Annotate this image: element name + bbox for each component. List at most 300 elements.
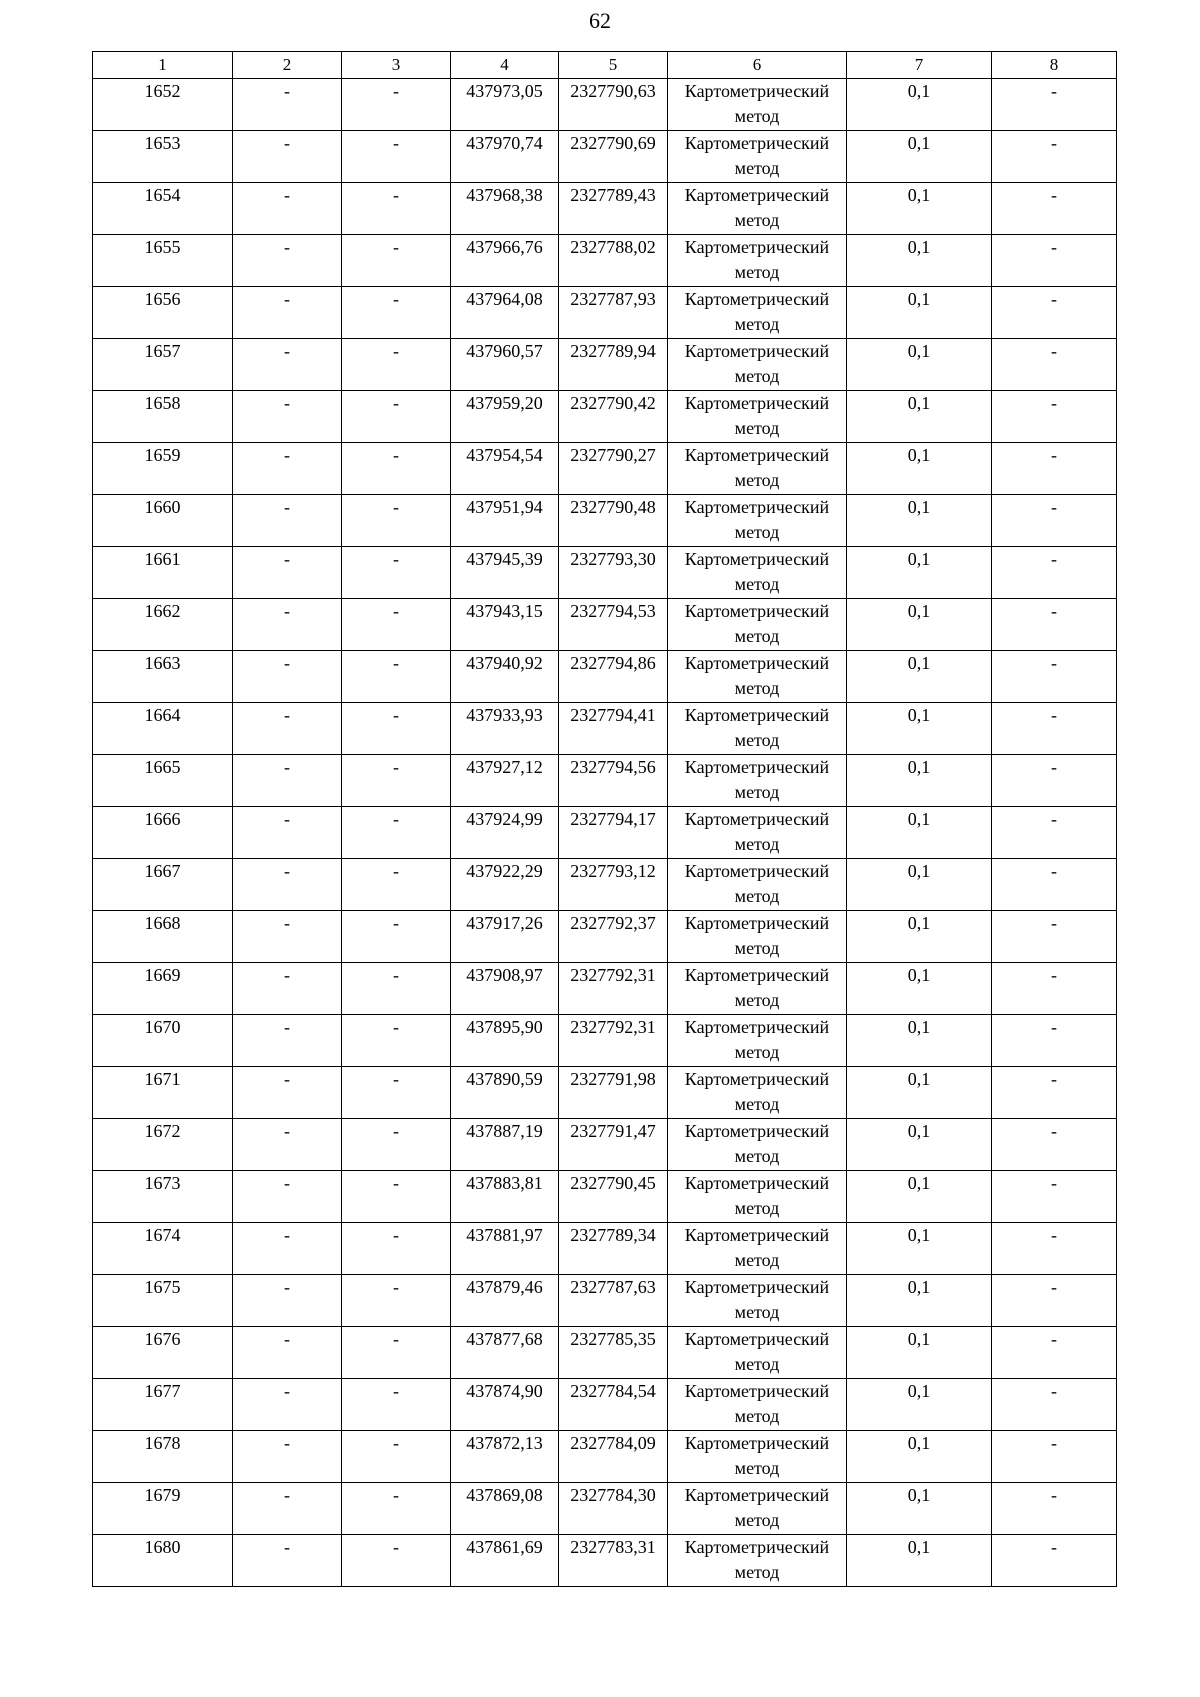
table-row xyxy=(93,807,1117,859)
method-text-line-2: метод xyxy=(734,730,780,750)
coordinates-table xyxy=(92,51,1117,1587)
column-8-cell: - xyxy=(992,651,1117,703)
column-8-cell: - xyxy=(992,1379,1117,1431)
method-text-line-1: Картометрический xyxy=(684,81,830,101)
accuracy-cell: 0,1 xyxy=(847,911,992,963)
column-2-cell: - xyxy=(233,1275,342,1327)
method-text-line-1: Картометрический xyxy=(684,601,830,621)
column-8-cell: - xyxy=(992,287,1117,339)
table-row xyxy=(93,443,1117,495)
point-number-cell: 1670 xyxy=(93,1015,233,1067)
x-coordinate-cell: 437887,19 xyxy=(451,1119,559,1171)
method-text-line-1: Картометрический xyxy=(684,809,830,829)
method-cell xyxy=(668,1327,847,1379)
x-coordinate-cell: 437943,15 xyxy=(451,599,559,651)
method-cell xyxy=(668,1431,847,1483)
accuracy-cell: 0,1 xyxy=(847,651,992,703)
column-2-cell: - xyxy=(233,651,342,703)
point-number-cell: 1656 xyxy=(93,287,233,339)
method-text-line-1: Картометрический xyxy=(684,1225,830,1245)
table-header-row xyxy=(93,52,1117,79)
point-number-cell: 1673 xyxy=(93,1171,233,1223)
y-coordinate-cell: 2327784,54 xyxy=(559,1379,668,1431)
accuracy-cell: 0,1 xyxy=(847,547,992,599)
y-coordinate-cell: 2327790,48 xyxy=(559,495,668,547)
method-text-line-2: метод xyxy=(734,1458,780,1478)
y-coordinate-cell: 2327789,34 xyxy=(559,1223,668,1275)
accuracy-cell: 0,1 xyxy=(847,1171,992,1223)
method-text-line-2: метод xyxy=(734,522,780,542)
table-row xyxy=(93,1067,1117,1119)
column-2-cell: - xyxy=(233,339,342,391)
point-number-cell: 1679 xyxy=(93,1483,233,1535)
accuracy-cell: 0,1 xyxy=(847,287,992,339)
table-row xyxy=(93,651,1117,703)
column-8-cell: - xyxy=(992,807,1117,859)
column-3-cell: - xyxy=(342,131,451,183)
x-coordinate-cell: 437869,08 xyxy=(451,1483,559,1535)
y-coordinate-cell: 2327784,09 xyxy=(559,1431,668,1483)
point-number-cell: 1661 xyxy=(93,547,233,599)
column-3-cell: - xyxy=(342,183,451,235)
column-3-cell: - xyxy=(342,79,451,131)
x-coordinate-cell: 437945,39 xyxy=(451,547,559,599)
column-3-cell: - xyxy=(342,651,451,703)
column-3-cell: - xyxy=(342,1483,451,1535)
y-coordinate-cell: 2327790,42 xyxy=(559,391,668,443)
point-number-cell: 1657 xyxy=(93,339,233,391)
column-2-cell: - xyxy=(233,235,342,287)
table-row xyxy=(93,1223,1117,1275)
point-number-cell: 1671 xyxy=(93,1067,233,1119)
method-text-line-1: Картометрический xyxy=(684,1069,830,1089)
method-cell xyxy=(668,495,847,547)
method-text-line-2: метод xyxy=(734,1406,780,1426)
method-text-line-1: Картометрический xyxy=(684,705,830,725)
accuracy-cell: 0,1 xyxy=(847,599,992,651)
table-row xyxy=(93,859,1117,911)
column-3-cell: - xyxy=(342,1275,451,1327)
column-8-cell: - xyxy=(992,1535,1117,1587)
column-header: 7 xyxy=(847,52,992,79)
method-text-line-2: метод xyxy=(734,626,780,646)
column-8-cell: - xyxy=(992,495,1117,547)
column-8-cell: - xyxy=(992,547,1117,599)
point-number-cell: 1677 xyxy=(93,1379,233,1431)
column-header: 3 xyxy=(342,52,451,79)
method-text-line-1: Картометрический xyxy=(684,133,830,153)
point-number-cell: 1675 xyxy=(93,1275,233,1327)
method-cell xyxy=(668,547,847,599)
x-coordinate-cell: 437964,08 xyxy=(451,287,559,339)
column-header: 6 xyxy=(668,52,847,79)
method-text-line-1: Картометрический xyxy=(684,497,830,517)
y-coordinate-cell: 2327794,56 xyxy=(559,755,668,807)
method-text-line-1: Картометрический xyxy=(684,393,830,413)
column-2-cell: - xyxy=(233,547,342,599)
method-cell xyxy=(668,1015,847,1067)
x-coordinate-cell: 437881,97 xyxy=(451,1223,559,1275)
method-text-line-1: Картометрический xyxy=(684,1537,830,1557)
column-3-cell: - xyxy=(342,1171,451,1223)
accuracy-cell: 0,1 xyxy=(847,1223,992,1275)
point-number-cell: 1654 xyxy=(93,183,233,235)
column-3-cell: - xyxy=(342,235,451,287)
column-3-cell: - xyxy=(342,547,451,599)
column-3-cell: - xyxy=(342,287,451,339)
method-text-line-1: Картометрический xyxy=(684,1121,830,1141)
x-coordinate-cell: 437895,90 xyxy=(451,1015,559,1067)
column-2-cell: - xyxy=(233,443,342,495)
column-8-cell: - xyxy=(992,703,1117,755)
y-coordinate-cell: 2327792,31 xyxy=(559,1015,668,1067)
method-text-line-2: метод xyxy=(734,1302,780,1322)
accuracy-cell: 0,1 xyxy=(847,1535,992,1587)
column-8-cell: - xyxy=(992,859,1117,911)
column-8-cell: - xyxy=(992,1483,1117,1535)
column-2-cell: - xyxy=(233,599,342,651)
column-2-cell: - xyxy=(233,859,342,911)
point-number-cell: 1674 xyxy=(93,1223,233,1275)
column-3-cell: - xyxy=(342,1327,451,1379)
method-text-line-2: метод xyxy=(734,470,780,490)
x-coordinate-cell: 437973,05 xyxy=(451,79,559,131)
x-coordinate-cell: 437970,74 xyxy=(451,131,559,183)
column-header: 8 xyxy=(992,52,1117,79)
table-row xyxy=(93,755,1117,807)
method-text-line-2: метод xyxy=(734,1250,780,1270)
column-3-cell: - xyxy=(342,599,451,651)
method-text-line-2: метод xyxy=(734,1510,780,1530)
column-3-cell: - xyxy=(342,859,451,911)
column-8-cell: - xyxy=(992,1431,1117,1483)
method-cell xyxy=(668,339,847,391)
column-3-cell: - xyxy=(342,755,451,807)
column-8-cell: - xyxy=(992,443,1117,495)
point-number-cell: 1658 xyxy=(93,391,233,443)
column-8-cell: - xyxy=(992,963,1117,1015)
table-row xyxy=(93,547,1117,599)
column-3-cell: - xyxy=(342,963,451,1015)
method-text-line-1: Картометрический xyxy=(684,913,830,933)
y-coordinate-cell: 2327789,94 xyxy=(559,339,668,391)
column-2-cell: - xyxy=(233,1379,342,1431)
x-coordinate-cell: 437879,46 xyxy=(451,1275,559,1327)
table-row xyxy=(93,183,1117,235)
method-text-line-2: метод xyxy=(734,938,780,958)
table-row xyxy=(93,391,1117,443)
y-coordinate-cell: 2327785,35 xyxy=(559,1327,668,1379)
point-number-cell: 1666 xyxy=(93,807,233,859)
column-2-cell: - xyxy=(233,1483,342,1535)
column-8-cell: - xyxy=(992,599,1117,651)
column-3-cell: - xyxy=(342,807,451,859)
method-cell xyxy=(668,235,847,287)
x-coordinate-cell: 437954,54 xyxy=(451,443,559,495)
table-row xyxy=(93,1379,1117,1431)
column-3-cell: - xyxy=(342,495,451,547)
column-2-cell: - xyxy=(233,79,342,131)
method-text-line-2: метод xyxy=(734,678,780,698)
method-text-line-1: Картометрический xyxy=(684,965,830,985)
method-text-line-2: метод xyxy=(734,1146,780,1166)
accuracy-cell: 0,1 xyxy=(847,1275,992,1327)
method-text-line-2: метод xyxy=(734,106,780,126)
table-row xyxy=(93,1171,1117,1223)
column-8-cell: - xyxy=(992,1119,1117,1171)
method-cell xyxy=(668,1067,847,1119)
method-cell xyxy=(668,1483,847,1535)
point-number-cell: 1668 xyxy=(93,911,233,963)
method-cell xyxy=(668,1119,847,1171)
y-coordinate-cell: 2327790,69 xyxy=(559,131,668,183)
point-number-cell: 1676 xyxy=(93,1327,233,1379)
accuracy-cell: 0,1 xyxy=(847,1015,992,1067)
method-text-line-2: метод xyxy=(734,782,780,802)
column-8-cell: - xyxy=(992,1223,1117,1275)
method-text-line-1: Картометрический xyxy=(684,1017,830,1037)
point-number-cell: 1660 xyxy=(93,495,233,547)
table-row xyxy=(93,287,1117,339)
column-3-cell: - xyxy=(342,1015,451,1067)
accuracy-cell: 0,1 xyxy=(847,79,992,131)
page-number: 62 xyxy=(589,8,611,33)
x-coordinate-cell: 437908,97 xyxy=(451,963,559,1015)
column-8-cell: - xyxy=(992,1327,1117,1379)
table-row xyxy=(93,131,1117,183)
y-coordinate-cell: 2327791,98 xyxy=(559,1067,668,1119)
column-8-cell: - xyxy=(992,911,1117,963)
method-text-line-1: Картометрический xyxy=(684,341,830,361)
column-2-cell: - xyxy=(233,1327,342,1379)
column-8-cell: - xyxy=(992,1275,1117,1327)
column-8-cell: - xyxy=(992,79,1117,131)
method-text-line-2: метод xyxy=(734,1562,780,1582)
column-2-cell: - xyxy=(233,287,342,339)
method-cell xyxy=(668,1535,847,1587)
method-text-line-1: Картометрический xyxy=(684,1277,830,1297)
column-header: 5 xyxy=(559,52,668,79)
method-cell xyxy=(668,287,847,339)
x-coordinate-cell: 437951,94 xyxy=(451,495,559,547)
table-row xyxy=(93,1015,1117,1067)
method-text-line-2: метод xyxy=(734,314,780,334)
column-3-cell: - xyxy=(342,911,451,963)
point-number-cell: 1653 xyxy=(93,131,233,183)
table-row xyxy=(93,79,1117,131)
y-coordinate-cell: 2327794,17 xyxy=(559,807,668,859)
method-cell xyxy=(668,859,847,911)
method-text-line-2: метод xyxy=(734,990,780,1010)
method-text-line-1: Картометрический xyxy=(684,861,830,881)
method-text-line-1: Картометрический xyxy=(684,1485,830,1505)
x-coordinate-cell: 437890,59 xyxy=(451,1067,559,1119)
column-3-cell: - xyxy=(342,1379,451,1431)
method-cell xyxy=(668,1275,847,1327)
point-number-cell: 1664 xyxy=(93,703,233,755)
column-3-cell: - xyxy=(342,1119,451,1171)
column-2-cell: - xyxy=(233,963,342,1015)
accuracy-cell: 0,1 xyxy=(847,859,992,911)
table-row xyxy=(93,599,1117,651)
x-coordinate-cell: 437917,26 xyxy=(451,911,559,963)
method-text-line-2: метод xyxy=(734,210,780,230)
accuracy-cell: 0,1 xyxy=(847,339,992,391)
method-cell xyxy=(668,391,847,443)
table-row xyxy=(93,1275,1117,1327)
column-2-cell: - xyxy=(233,1171,342,1223)
method-text-line-2: метод xyxy=(734,574,780,594)
method-text-line-2: метод xyxy=(734,366,780,386)
point-number-cell: 1665 xyxy=(93,755,233,807)
column-8-cell: - xyxy=(992,391,1117,443)
x-coordinate-cell: 437959,20 xyxy=(451,391,559,443)
y-coordinate-cell: 2327789,43 xyxy=(559,183,668,235)
point-number-cell: 1669 xyxy=(93,963,233,1015)
method-cell xyxy=(668,443,847,495)
point-number-cell: 1655 xyxy=(93,235,233,287)
y-coordinate-cell: 2327793,30 xyxy=(559,547,668,599)
x-coordinate-cell: 437877,68 xyxy=(451,1327,559,1379)
method-text-line-2: метод xyxy=(734,834,780,854)
column-8-cell: - xyxy=(992,235,1117,287)
accuracy-cell: 0,1 xyxy=(847,235,992,287)
accuracy-cell: 0,1 xyxy=(847,1379,992,1431)
method-text-line-1: Картометрический xyxy=(684,1381,830,1401)
method-text-line-1: Картометрический xyxy=(684,289,830,309)
method-text-line-1: Картометрический xyxy=(684,653,830,673)
column-3-cell: - xyxy=(342,1535,451,1587)
y-coordinate-cell: 2327793,12 xyxy=(559,859,668,911)
table-body xyxy=(93,52,1117,1587)
column-2-cell: - xyxy=(233,495,342,547)
method-text-line-1: Картометрический xyxy=(684,549,830,569)
column-2-cell: - xyxy=(233,183,342,235)
method-cell xyxy=(668,963,847,1015)
x-coordinate-cell: 437924,99 xyxy=(451,807,559,859)
y-coordinate-cell: 2327794,53 xyxy=(559,599,668,651)
method-text-line-2: метод xyxy=(734,886,780,906)
y-coordinate-cell: 2327792,37 xyxy=(559,911,668,963)
x-coordinate-cell: 437966,76 xyxy=(451,235,559,287)
method-cell xyxy=(668,911,847,963)
point-number-cell: 1678 xyxy=(93,1431,233,1483)
column-2-cell: - xyxy=(233,1535,342,1587)
column-8-cell: - xyxy=(992,1067,1117,1119)
y-coordinate-cell: 2327792,31 xyxy=(559,963,668,1015)
point-number-cell: 1659 xyxy=(93,443,233,495)
point-number-cell: 1652 xyxy=(93,79,233,131)
accuracy-cell: 0,1 xyxy=(847,495,992,547)
column-2-cell: - xyxy=(233,1223,342,1275)
column-3-cell: - xyxy=(342,391,451,443)
method-cell xyxy=(668,807,847,859)
x-coordinate-cell: 437872,13 xyxy=(451,1431,559,1483)
table-row xyxy=(93,1327,1117,1379)
x-coordinate-cell: 437927,12 xyxy=(451,755,559,807)
accuracy-cell: 0,1 xyxy=(847,703,992,755)
column-2-cell: - xyxy=(233,703,342,755)
column-header: 4 xyxy=(451,52,559,79)
column-8-cell: - xyxy=(992,183,1117,235)
y-coordinate-cell: 2327787,93 xyxy=(559,287,668,339)
column-2-cell: - xyxy=(233,1015,342,1067)
y-coordinate-cell: 2327784,30 xyxy=(559,1483,668,1535)
method-cell xyxy=(668,1379,847,1431)
column-2-cell: - xyxy=(233,911,342,963)
method-text-line-2: метод xyxy=(734,1094,780,1114)
x-coordinate-cell: 437940,92 xyxy=(451,651,559,703)
accuracy-cell: 0,1 xyxy=(847,1067,992,1119)
point-number-cell: 1672 xyxy=(93,1119,233,1171)
column-8-cell: - xyxy=(992,339,1117,391)
method-text-line-1: Картометрический xyxy=(684,1173,830,1193)
table-row xyxy=(93,1483,1117,1535)
column-2-cell: - xyxy=(233,1431,342,1483)
column-8-cell: - xyxy=(992,131,1117,183)
y-coordinate-cell: 2327787,63 xyxy=(559,1275,668,1327)
column-header: 2 xyxy=(233,52,342,79)
method-text-line-1: Картометрический xyxy=(684,237,830,257)
method-cell xyxy=(668,1223,847,1275)
accuracy-cell: 0,1 xyxy=(847,963,992,1015)
y-coordinate-cell: 2327791,47 xyxy=(559,1119,668,1171)
table-row xyxy=(93,911,1117,963)
method-cell xyxy=(668,755,847,807)
table-row xyxy=(93,1535,1117,1587)
accuracy-cell: 0,1 xyxy=(847,1327,992,1379)
point-number-cell: 1662 xyxy=(93,599,233,651)
column-3-cell: - xyxy=(342,443,451,495)
column-3-cell: - xyxy=(342,1067,451,1119)
x-coordinate-cell: 437933,93 xyxy=(451,703,559,755)
method-text-line-1: Картометрический xyxy=(684,1329,830,1349)
method-text-line-1: Картометрический xyxy=(684,1433,830,1453)
x-coordinate-cell: 437883,81 xyxy=(451,1171,559,1223)
column-2-cell: - xyxy=(233,1067,342,1119)
column-2-cell: - xyxy=(233,391,342,443)
y-coordinate-cell: 2327790,27 xyxy=(559,443,668,495)
column-8-cell: - xyxy=(992,1015,1117,1067)
method-cell xyxy=(668,1171,847,1223)
y-coordinate-cell: 2327790,45 xyxy=(559,1171,668,1223)
accuracy-cell: 0,1 xyxy=(847,807,992,859)
table-row xyxy=(93,495,1117,547)
method-text-line-2: метод xyxy=(734,1198,780,1218)
method-cell xyxy=(668,703,847,755)
column-2-cell: - xyxy=(233,755,342,807)
accuracy-cell: 0,1 xyxy=(847,131,992,183)
table-row xyxy=(93,703,1117,755)
point-number-cell: 1663 xyxy=(93,651,233,703)
method-text-line-1: Картометрический xyxy=(684,185,830,205)
method-text-line-2: метод xyxy=(734,262,780,282)
method-text-line-2: метод xyxy=(734,418,780,438)
accuracy-cell: 0,1 xyxy=(847,1483,992,1535)
column-3-cell: - xyxy=(342,703,451,755)
method-cell xyxy=(668,651,847,703)
x-coordinate-cell: 437968,38 xyxy=(451,183,559,235)
column-3-cell: - xyxy=(342,1223,451,1275)
accuracy-cell: 0,1 xyxy=(847,1119,992,1171)
x-coordinate-cell: 437960,57 xyxy=(451,339,559,391)
table-row xyxy=(93,1431,1117,1483)
table-row xyxy=(93,339,1117,391)
column-2-cell: - xyxy=(233,131,342,183)
point-number-cell: 1680 xyxy=(93,1535,233,1587)
method-text-line-2: метод xyxy=(734,158,780,178)
method-cell xyxy=(668,599,847,651)
